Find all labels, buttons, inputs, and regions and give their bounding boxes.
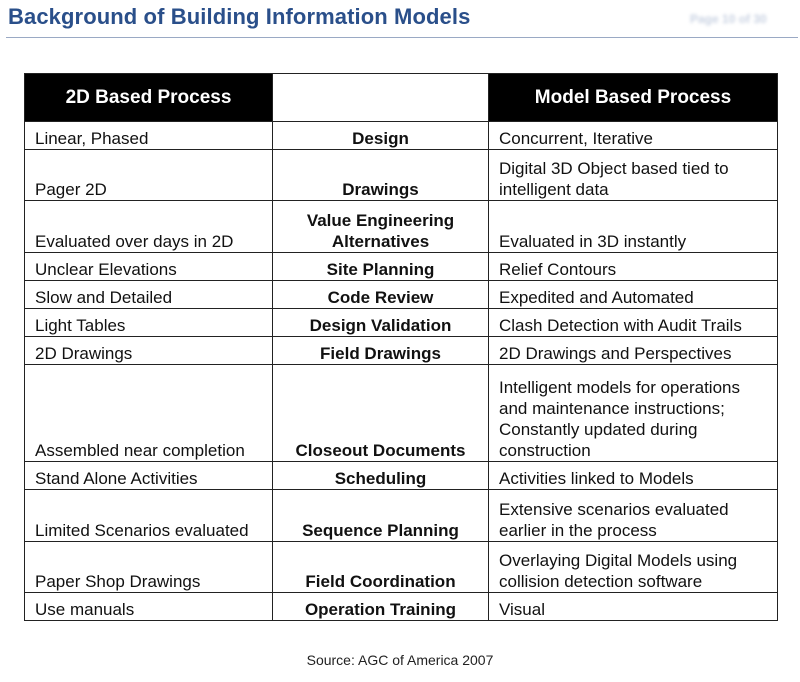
cell-2d: Slow and Detailed (25, 281, 273, 309)
cell-model: Evaluated in 3D instantly (489, 201, 778, 253)
comparison-table (24, 73, 778, 621)
table-row (25, 542, 778, 593)
cell-category: Field Coordination (273, 542, 489, 593)
cell-model: 2D Drawings and Perspectives (489, 337, 778, 365)
table-row (25, 462, 778, 490)
cell-2d: Stand Alone Activities (25, 462, 273, 490)
cell-model: Expedited and Automated (489, 281, 778, 309)
page-title: Background of Building Information Models (8, 4, 471, 29)
cell-model: Overlaying Digital Models using collision detection software (489, 542, 778, 593)
cell-2d: Limited Scenarios evaluated (25, 490, 273, 542)
cell-category: Design Validation (273, 309, 489, 337)
source-caption: Source: AGC of America 2007 (306, 652, 494, 668)
cell-2d: Assembled near completion (25, 365, 273, 462)
cell-2d: Unclear Elevations (25, 253, 273, 281)
cell-model: Intelligent models for operations and maintenance instructions; Constantly updated during construction (489, 365, 778, 462)
table-row (25, 490, 778, 542)
cell-category: Sequence Planning (273, 490, 489, 542)
cell-model: Clash Detection with Audit Trails (489, 309, 778, 337)
table-row (25, 309, 778, 337)
cell-2d: Pager 2D (25, 150, 273, 201)
cell-2d: 2D Drawings (25, 337, 273, 365)
cell-category: Value Engineering Alternatives (273, 201, 489, 253)
header-2d-process: 2D Based Process (25, 74, 273, 122)
cell-model: Visual (489, 593, 778, 621)
cell-category: Field Drawings (273, 337, 489, 365)
title-divider (6, 37, 798, 38)
cell-2d: Evaluated over days in 2D (25, 201, 273, 253)
header-model-process: Model Based Process (489, 74, 778, 122)
cell-category: Closeout Documents (273, 365, 489, 462)
table-row (25, 337, 778, 365)
cell-category: Design (273, 122, 489, 150)
cell-model: Activities linked to Models (489, 462, 778, 490)
cell-2d: Light Tables (25, 309, 273, 337)
table-header-row (25, 74, 778, 122)
table-row (25, 365, 778, 462)
cell-category: Site Planning (273, 253, 489, 281)
cell-2d: Paper Shop Drawings (25, 542, 273, 593)
cell-model: Extensive scenarios evaluated earlier in the process (489, 490, 778, 542)
table-row (25, 253, 778, 281)
cell-category: Operation Training (273, 593, 489, 621)
cell-model: Relief Contours (489, 253, 778, 281)
cell-category: Scheduling (273, 462, 489, 490)
table-row (25, 593, 778, 621)
table-row (25, 122, 778, 150)
cell-category: Code Review (273, 281, 489, 309)
table-row (25, 201, 778, 253)
cell-2d: Linear, Phased (25, 122, 273, 150)
faded-logo: Page 10 of 30 (690, 12, 767, 26)
cell-2d: Use manuals (25, 593, 273, 621)
cell-model: Digital 3D Object based tied to intelligent data (489, 150, 778, 201)
header-category (273, 74, 489, 122)
cell-category: Drawings (273, 150, 489, 201)
table-row (25, 150, 778, 201)
table-row (25, 281, 778, 309)
cell-model: Concurrent, Iterative (489, 122, 778, 150)
